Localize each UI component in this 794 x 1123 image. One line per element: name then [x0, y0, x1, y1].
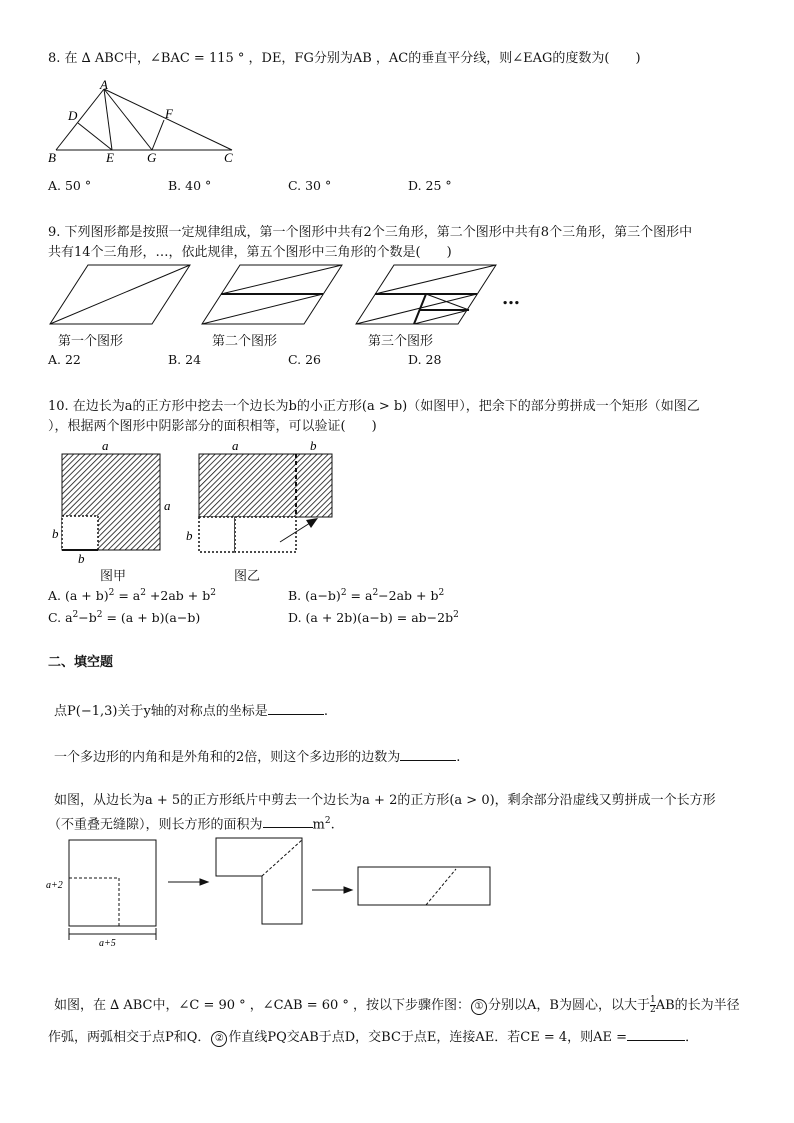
fill-1-answer-blank[interactable]	[268, 700, 324, 715]
q9-caption-1: 第一个图形	[58, 334, 124, 349]
fig-yi-label-b-left: b	[186, 528, 193, 543]
step-1-marker: ①	[471, 999, 487, 1015]
fig-yi-label-a-top: a	[232, 438, 239, 453]
label-A: A	[100, 78, 108, 92]
q10-figures	[44, 438, 344, 568]
q8-option-a[interactable]: A. 50 °	[48, 178, 92, 193]
fill-question-3-line2: （不重叠无缝隙），则长方形的面积为 $m^2$.	[48, 812, 335, 834]
q10-stem-line2: ），根据两个图形中阴影部分的面积相等，可以验证( )	[48, 419, 377, 434]
q9-caption-2: 第二个图形	[212, 334, 278, 349]
fig-label-a-plus-5: a+5	[99, 938, 116, 949]
fill-question-4-line1: 如图，在 ∆ ABC中，∠C = 90 ° ，∠CAB = 60 ° ，按以下步骤作图： ① 分别以A，B为圆心，以大于 $\frac{1}{2}$ AB的长为半径	[54, 995, 740, 1015]
q8-option-d[interactable]: D. 25 °	[408, 178, 452, 193]
label-C: C	[224, 150, 233, 165]
fill-question-1: 点P(−1,3)关于y轴的对称点的坐标是 .	[54, 700, 328, 721]
fill-3-cut-figure	[44, 834, 504, 950]
q9-caption-3: 第三个图形	[368, 334, 434, 349]
q10-option-a[interactable]: A. $(a + b)^2 = a^2 +2ab + b^2$	[48, 588, 216, 604]
q10-option-d[interactable]: D. $(a + 2b)(a-b) = ab-2b^2$	[288, 610, 459, 626]
fig-jia-label-a-right: a	[164, 498, 171, 513]
step-2-marker: ②	[211, 1031, 227, 1047]
fraction-one-half: $\frac{1}{2}$	[649, 995, 656, 1015]
label-B: B	[48, 150, 56, 165]
fig-label-a-plus-2: a+2	[46, 880, 63, 891]
fill-question-4-line2: 作弧，两弧相交于点P和Q． ② 作直线PQ交AB于点D，交BC于点E，连接AE．若CE = 4，则AE = ．	[48, 1026, 698, 1047]
q9-option-b[interactable]: B. 24	[168, 352, 202, 367]
section-2-title: 二、填空题	[48, 655, 114, 670]
fill-3-answer-blank[interactable]	[263, 813, 313, 828]
fill-2-answer-blank[interactable]	[400, 746, 456, 761]
q10-option-b[interactable]: B. $(a-b)^2 = a^2-2ab + b^2$	[288, 588, 445, 604]
q8-option-c[interactable]: C. 30 °	[288, 178, 332, 193]
label-F: F	[165, 106, 173, 121]
q9-ellipsis: …	[502, 288, 520, 309]
fill-question-3-line1: 如图，从边长为a + 5的正方形纸片中剪去一个边长为a + 2的正方形(a > 0)，剩余部分沿虚线又剪拼成一个长方形	[54, 793, 716, 808]
q10-option-c[interactable]: C. $a^2-b^2 = (a + b)(a-b)$	[48, 610, 201, 626]
q9-option-c[interactable]: C. 26	[288, 352, 321, 367]
label-G: G	[147, 150, 157, 165]
fig-jia-label-b-bottom: b	[78, 551, 85, 566]
q8-triangle-figure	[40, 78, 250, 168]
q9-option-d[interactable]: D. 28	[408, 352, 442, 367]
q10-caption-jia: 图甲	[100, 569, 127, 584]
q9-stem-line1: 9. 下列图形都是按照一定规律组成，第一个图形中共有2个三角形，第二个图形中共有8个三角形，第三个图形中	[48, 225, 693, 240]
fig-jia-label-a-top: a	[102, 438, 109, 453]
fill-question-2: 一个多边形的内角和是外角和的2倍，则这个多边形的边数为 .	[54, 746, 460, 767]
q10-stem-line1: 10. 在边长为a的正方形中挖去一个边长为b的小正方形(a > b)（如图甲），把余下的部分剪拼成一个矩形（如图乙	[48, 399, 700, 414]
q9-option-a[interactable]: A. 22	[48, 352, 81, 367]
fig-yi-label-b-top: b	[310, 438, 317, 453]
q10-caption-yi: 图乙	[234, 569, 261, 584]
q8-option-b[interactable]: B. 40 °	[168, 178, 212, 193]
q9-stem-line2: 共有14个三角形，…，依此规律，第五个图形中三角形的个数是( )	[48, 245, 452, 260]
fill-4-answer-blank[interactable]	[627, 1026, 685, 1041]
label-D: D	[68, 108, 78, 123]
q8-stem: 8. 在 ∆ ABC中，∠BAC = 115 ° ，DE，FG分别为AB ，AC的垂直平分线，则∠EAG的度数为( )	[48, 51, 641, 66]
fig-jia-label-b-left: b	[52, 526, 59, 541]
q9-parallelogram-figures	[48, 262, 538, 328]
label-E: E	[106, 150, 114, 165]
